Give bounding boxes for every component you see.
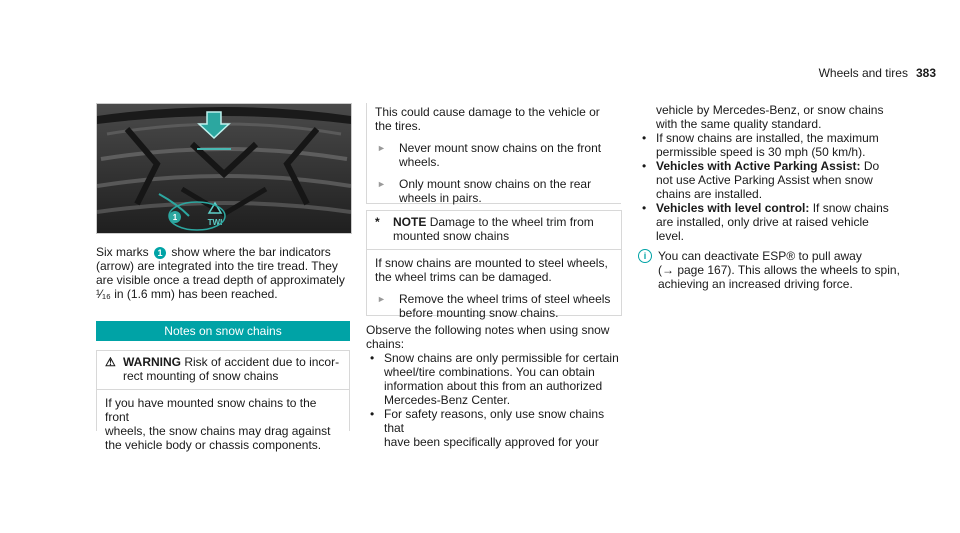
bullet-dot-icon: •: [642, 201, 647, 215]
note-label: NOTE: [393, 215, 427, 229]
warning-head-line-1: Risk of accident due to incor-: [184, 355, 340, 369]
warning-head-line-2: rect mounting of snow chains: [123, 369, 279, 383]
twi-label: TWI: [207, 218, 223, 227]
observe-section: [366, 323, 626, 449]
caption-line-3: are visible once a tread depth of approximately: [96, 273, 345, 287]
info-line-3: achieving an increased driving force.: [658, 277, 853, 291]
page-header: [760, 66, 936, 80]
info-line-1: You can deactivate ESP® to pull away: [658, 249, 862, 263]
tire-tread-drawing: [97, 104, 351, 233]
warning-body-line-5: the tires.: [375, 119, 422, 133]
caption-line-4: ¹⁄₁₆ in (1.6 mm) has been reached.: [96, 287, 278, 301]
warning-step-2: ► Only mount snow chains on the rear wheels in pairs.: [377, 177, 592, 205]
observe-line-1: Observe the following notes when using snow: [366, 323, 610, 337]
col3-list: [638, 131, 908, 243]
note-step: ► Remove the wheel trims of steel wheels before mounting snow chains.: [377, 292, 611, 320]
marker-1-inline: 1: [154, 247, 166, 259]
note-body-line-2: the wheel trims can be damaged.: [375, 270, 552, 284]
note-head: [367, 211, 621, 250]
warning-box-continued: [366, 103, 621, 204]
bullet-dot-icon: •: [642, 131, 647, 145]
bullet-dot-icon: •: [370, 407, 375, 421]
warning-body-line-3: the vehicle body or chassis components.: [105, 438, 322, 452]
bullet-dot-icon: •: [642, 159, 647, 173]
note-body-line-1: If snow chains are mounted to steel wheels,: [375, 256, 608, 270]
note-body: [367, 250, 621, 328]
marker-1-label: 1: [172, 213, 178, 222]
bullet-dot-icon: •: [370, 351, 375, 365]
warning-step-1: ► Never mount snow chains on the front wheels.: [377, 141, 602, 169]
column-3: [638, 103, 908, 291]
warning-body-line-2: wheels, the snow chains may drag against: [105, 424, 331, 438]
col3-cont-line-1: vehicle by Mercedes-Benz, or snow chains: [656, 103, 884, 117]
info-icon: i: [638, 249, 652, 263]
info-note: [638, 249, 908, 291]
observe-list: [366, 351, 626, 449]
warning-box: [96, 350, 350, 452]
note-head-line-1: Damage to the wheel trim from: [429, 215, 594, 229]
arrow-right-icon: ►: [377, 294, 386, 304]
col3-cont-line-2: with the same quality standard.: [656, 117, 822, 131]
warning-label: WARNING: [123, 355, 181, 369]
list-item: • For safety reasons, only use snow chains that have been specifically approved for your: [366, 407, 626, 449]
page-number: 383: [915, 66, 936, 80]
caption-line-1: show where the bar indicators: [171, 245, 331, 259]
section-name: Wheels and tires: [818, 66, 908, 80]
list-item: • Vehicles with level control: If snow chains are installed, only drive at raised vehicle level.: [638, 201, 908, 243]
warning-triangle-icon: ⚠: [105, 355, 116, 369]
observe-line-2: chains:: [366, 337, 405, 351]
warning-body-line-1: If you have mounted snow chains to the front: [105, 396, 317, 424]
note-head-line-2: mounted snow chains: [393, 229, 510, 243]
figure-caption: [96, 245, 350, 301]
list-item: • Vehicles with Active Parking Assist: Do not use Active Parking Assist when snow chains are installed.: [638, 159, 908, 201]
note-asterisk-icon: *: [375, 215, 380, 229]
tire-tread-image: [96, 103, 352, 234]
list-item: • Snow chains are only permissible for certain wheel/tire combinations. You can obtain information about this from an authorized Mercedes-Benz Center.: [366, 351, 626, 407]
note-box: [366, 210, 622, 320]
warning-body: [97, 390, 349, 460]
info-line-2[interactable]: (→ page 167). This allows the wheels to spin,: [658, 263, 900, 277]
list-item: • If snow chains are installed, the maximum permissible speed is 30 mph (50 km/h).: [638, 131, 908, 159]
caption-line-2: (arrow) are integrated into the tire tread. They: [96, 259, 338, 273]
warning-body-line-4: This could cause damage to the vehicle or: [375, 105, 600, 119]
arrow-right-icon: ►: [377, 143, 386, 153]
warning-head: [97, 351, 349, 390]
caption-pre: Six marks: [96, 245, 149, 259]
arrow-right-icon: ►: [377, 179, 386, 189]
section-title: Notes on snow chains: [96, 321, 350, 341]
